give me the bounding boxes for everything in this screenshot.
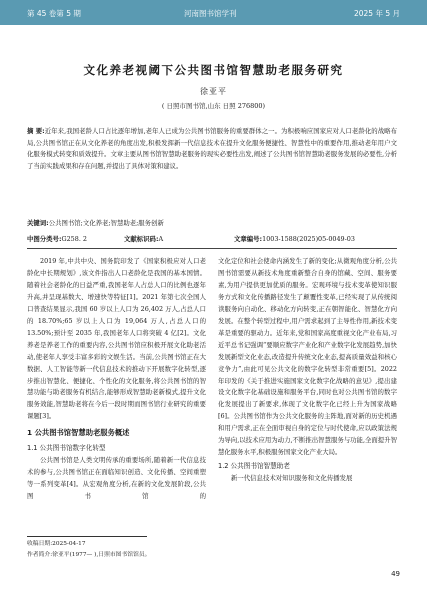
journal-name: 河南图书馆学刊	[184, 9, 237, 18]
subsection-heading: 1.2 公共图书馆智慧助老	[218, 462, 290, 471]
abstract	[27, 126, 397, 172]
clc-label: 中图分类号:	[27, 235, 62, 243]
doc-code-label: 文献标识码:	[124, 235, 159, 243]
body-paragraph: 文化定位和社会使命内涵发生了新的变化;从微观角度分析,公共图书馆需要从新技术角度重新整合自身的馆藏、空间、服务要素,为用户提供更加优质的服务。宏观环境与技术变革使知识服务方式和文化传播路径发生了颠覆性变革,已经实现了从传统阅读服务向自动化、移动化方向转变,正在朝智能化、智慧化方向发展。在整个转型过程中,用户需求起到了主导性作用,新技术变革是重要的驱动力。近年来,党和国家高度重视文化产业布局,习近平总书记强调“要顺应数字产业化和产业数字化发展趋势,加快发展新型文化业态,改造提升传统文化业态,提高质量效益和核心竞争力”,由此可见公共文化的数字化转型非常重要[5]。2022 年印发的《关于推进实施国家文化数字化战略的意见》,提出建设文化数字化基础设施和服务平台,同时也对公共图书馆的数字化发展提出了新要求,体现了文化数字化已经上升为国家战略[6]。公共图书馆作为公共文化服务的主阵地,面对新的历史机遇和用户需求,正在全面审视自身的定位与时代使命,应以政策法规为导向,以技术应用为动力,不断推出智慧服务与功能,全面提升智慧化服务水平,积极服务国家文化产业大局。	[218, 257, 397, 457]
abstract-text: 近年来,我国老龄人口占比逐年增加,老年人已成为公共图书馆服务的重要群体之一。为积极响应国家应对人口老龄化的战略布局,公共图书馆正在从文化养老的角度出发,积极发挥新一代信息技术在提升文化服务便捷性、智慧性中的重要作用,推动老年用户文化服务模式转变和质效提升。文章主要从图书馆智慧助老服务的现实必要性出发,阐述了公共图书馆智慧助老服务发展的必要性,分析了当前实践成果和存在问题,并提出了具体对策和建议。	[27, 127, 398, 170]
journal-header-bar	[0, 0, 427, 25]
author-name: 徐亚平	[200, 87, 227, 96]
received-date: 收稿日期:2025-04-17	[27, 541, 86, 547]
article-id-value: 1003-1588(2025)05-0049-03	[262, 235, 355, 243]
author-affiliation: ( 日照市图书馆,山东 日照 276800)	[161, 102, 266, 110]
body-paragraph: 新一代信息技术对知识服务和文化传播发展	[231, 474, 353, 483]
doc-code-value: A	[158, 235, 164, 243]
header-divider	[27, 248, 397, 249]
article-id-label: 文章编号:	[234, 235, 263, 243]
left-column	[27, 256, 206, 503]
issue-label: 第 45 卷第 5 期	[27, 9, 81, 18]
section-heading: 1 公共图书馆智慧助老服务概述	[27, 428, 130, 438]
subsection-heading: 1.1 公共图书馆数字化转型	[27, 444, 106, 453]
keywords-text: 公共图书馆;文化养老;智慧助老;服务创新	[48, 219, 164, 227]
right-column	[218, 256, 397, 485]
page-number: 49	[391, 570, 400, 578]
body-paragraph: 2019 年,中共中央、国务院印发了《国家积极应对人口老龄化中长期规划》,该文件指出人口老龄化是我国的基本国情。随着社会老龄化的日益严重,我国老年人占总人口的比例也逐年升高,并呈现基数大、增速快等特征[1]。2021 年第七次全国人口普查结果显示,我国 60 岁以上人口为 26,402 万人,占总人口的 18.70%;65 岁以上人口为 19,064 万人,占总人口的 13.50%;预计至 2035 年,我国老年人口将突破 4 亿[2]。文化养老是养老工作的重要内容,公共图书馆应积极开展文化助老活动,使老年人享受丰富多彩的文娱生活。当前,公共图书馆正在大数据、人工智能等新一代信息技术的推动下开展数字化转型,逐步推出智慧化、便捷化、个性化的文化服务,将公共图书馆的智慧功能与助老服务有机结合,能够形成智慧助老新模式,提升文化服务效能,智慧助老将在今后一段时期而图书馆行业研究的重要课题[3]。	[27, 257, 206, 421]
footnote-divider	[27, 536, 147, 537]
clc-value: G258. 2	[61, 235, 87, 243]
article-meta	[27, 234, 397, 244]
paper-title: 文化养老视阈下公共图书馆智慧助老服务研究	[83, 63, 344, 77]
keywords-label: 关键词:	[27, 219, 49, 227]
abstract-label: 摘 要:	[27, 127, 45, 135]
keywords	[27, 218, 397, 230]
body-paragraph: 公共图书馆是人类文明传承的重要场所,随着新一代信息技术的参与,公共图书馆正在面临知识创造、文化传播、空间重塑等一系列变革[4]。从宏观角度分析,在新的文化发展阶段,公共图书馆的	[27, 456, 206, 501]
issue-date: 2025 年 5 月	[353, 9, 400, 18]
author-bio: 作者简介:徐亚平(1977— ),日照市图书馆馆员。	[27, 552, 151, 558]
